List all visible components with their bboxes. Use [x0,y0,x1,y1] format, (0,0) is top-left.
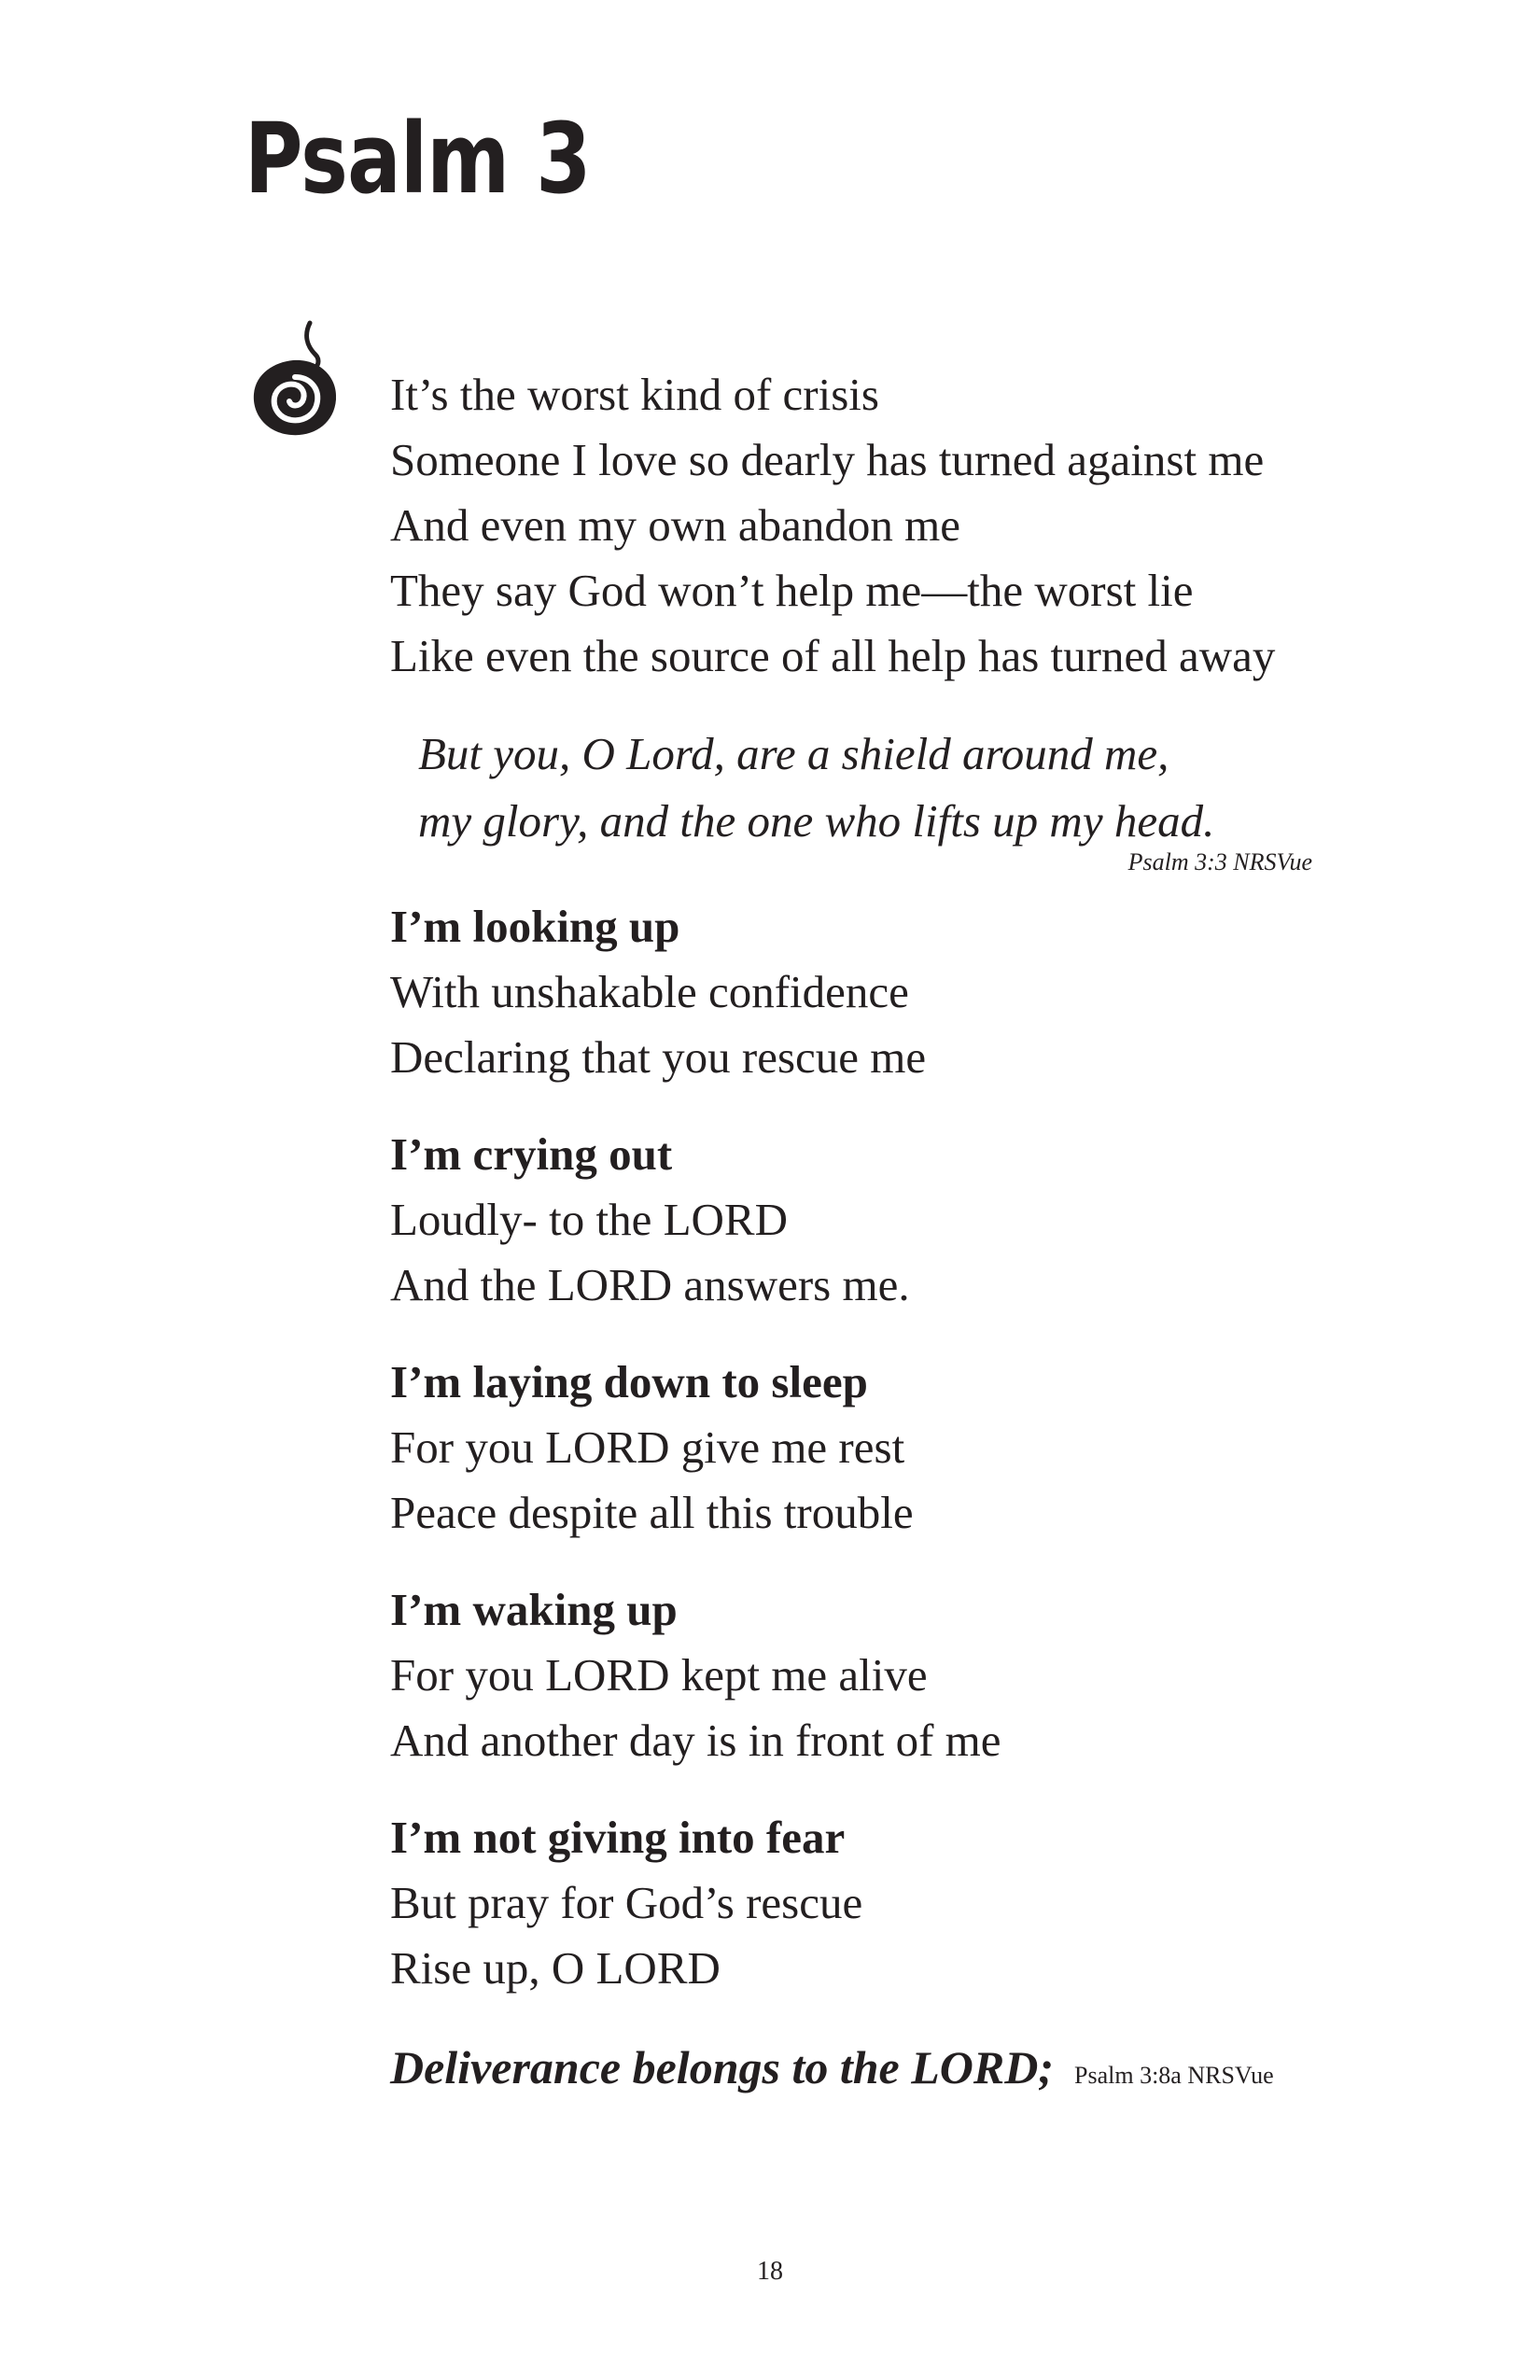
intro-stanza [390,362,1417,689]
stanza-crying-out [390,1122,1417,1318]
poem-line: And even my own abandon me [390,499,960,551]
stanza-heading: I’m crying out [390,1128,673,1180]
stanza-laying-down [390,1350,1417,1546]
stanza-heading: I’m looking up [390,901,680,952]
quote-line: But you, O Lord, are a shield around me, [418,728,1169,779]
poem-line: Someone I love so dearly has turned against me [390,434,1265,485]
poem-line: It’s the worst kind of crisis [390,369,879,420]
stanza-heading: I’m waking up [390,1584,678,1635]
page-title: Psalm 3 [245,102,591,216]
swirl-ornament-icon [245,317,349,448]
poem-line: Like even the source of all help has turned away [390,630,1276,681]
stanza-looking-up [390,894,1417,1090]
poem-line: Declaring that you rescue me [390,1031,927,1083]
page-number: 18 [757,2257,783,2286]
quote-line: my glory, and the one who lifts up my head. [418,795,1215,847]
stanza-waking-up [390,1577,1417,1773]
poem-line: For you LORD give me rest [390,1421,905,1473]
poem-line: And another day is in front of me [390,1715,1001,1766]
stanza-heading: I’m not giving into fear [390,1812,846,1863]
poem-line: With unshakable confidence [390,966,909,1017]
poem-line: They say God won’t help me—the worst lie [390,565,1194,616]
stanza-heading: I’m laying down to sleep [390,1356,868,1407]
closing-text: Deliverance belongs to the LORD; [390,2041,1055,2093]
poem-line: Loudly- to the LORD [390,1194,788,1245]
closing-verse [390,2035,1274,2108]
poem-line: Rise up, O LORD [390,1942,721,1994]
poem-line: Peace despite all this trouble [390,1487,914,1538]
poem-body [390,362,1417,2001]
stanza-not-giving-into-fear [390,1805,1417,2001]
closing-reference: Psalm 3:8a NRSVue [1074,2062,1274,2089]
quote-reference: Psalm 3:3 NRSVue [1127,848,1312,875]
poem-line: For you LORD kept me alive [390,1649,928,1701]
poem-line: And the LORD answers me. [390,1259,910,1310]
poem-line: But pray for God’s rescue [390,1877,863,1928]
scripture-quote [390,721,1312,875]
